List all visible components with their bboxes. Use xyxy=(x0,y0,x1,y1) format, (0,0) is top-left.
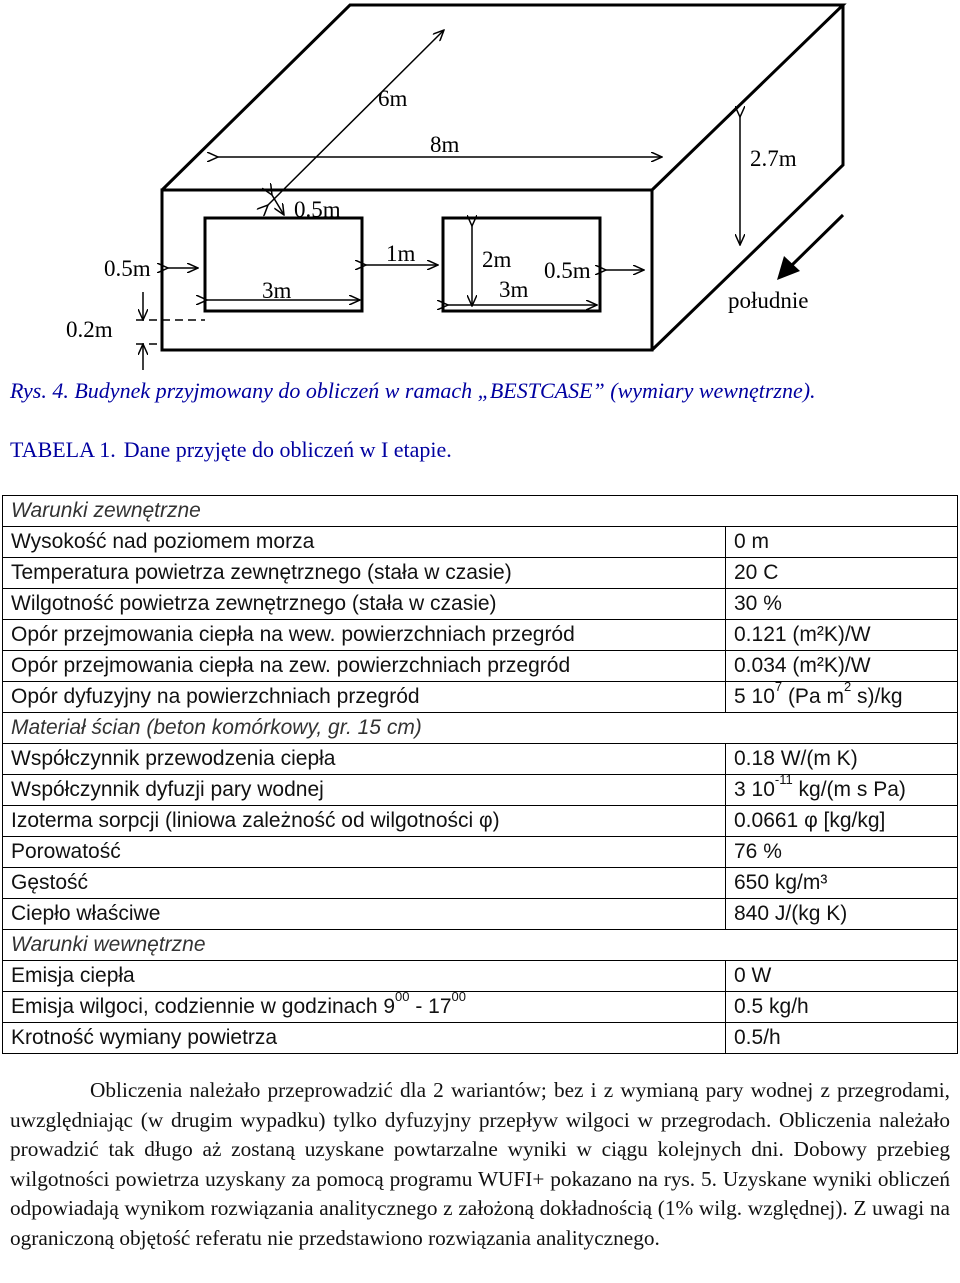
body-paragraph: Obliczenia należało przeprowadzić dla 2 wariantów; bez i z wymianą pary wodnej z przegrodami, uwzględniając (w drugim wypadku) tylko dyfuzyjny przepływ wilgoci w przegrodach. Obliczenia należało prowadzić tak długo aż zostaną uzyskane powtarzalne wyniki w ciągu kolejnych dni. Dobowy przebieg wilgotności powietrza uzyskany za pomocą programu WUFI+ pokazano na rys. 5. Uzyskane wyniki obliczeń odpowiadają wynikom rozwiązania analitycznego z założoną dokładnością (1% wilg. względnej). Z uwagi na ograniczoną objętość referatu nie przedstawiono rozwiązania analitycznego. xyxy=(10,1078,950,1250)
table-title-label: TABELA 1. xyxy=(10,437,116,462)
table-title-text: Dane przyjęte do obliczeń w I etapie. xyxy=(123,437,452,462)
section-row-internal xyxy=(3,930,958,961)
label-3m-right: 3m xyxy=(499,277,529,302)
building-top-face xyxy=(162,5,843,190)
section-row-external xyxy=(3,496,958,527)
table-row xyxy=(3,651,958,682)
row-value: 3 $10^{-11}$ kg/(m s Pa) xyxy=(726,775,958,806)
label-2m: 2m xyxy=(482,247,512,272)
table-row xyxy=(3,527,958,558)
figure-caption: Rys. 4. Budynek przyjmowany do obliczeń w ramach „BESTCASE” (wymiary wewnętrzne). xyxy=(10,378,816,403)
row-label: Opór przejmowania ciepła na zew. powierzchniach przegród xyxy=(3,651,726,682)
label-2-7m: 2.7m xyxy=(750,146,797,171)
label-6m: 6m xyxy=(378,86,408,111)
table-row xyxy=(3,620,958,651)
section-row-material xyxy=(3,713,958,744)
row-value: 0 m xyxy=(726,527,958,558)
label-0-5m-left: 0.5m xyxy=(104,256,151,281)
row-label: Krotność wymiany powietrza xyxy=(3,1023,726,1054)
row-value: 650 kg/m³ xyxy=(726,868,958,899)
table-row xyxy=(3,744,958,775)
row-label: Izoterma sorpcji (liniowa zależność od wilgotności φ) xyxy=(3,806,726,837)
row-value: 0.5/h xyxy=(726,1023,958,1054)
row-label: Temperatura powietrza zewnętrznego (stała w czasie) xyxy=(3,558,726,589)
row-label: Opór dyfuzyjny na powierzchniach przegród xyxy=(3,682,726,713)
row-value: 0 W xyxy=(726,961,958,992)
label-0-2m: 0.2m xyxy=(66,317,113,342)
table-row xyxy=(3,961,958,992)
dim-0-5m-top-line xyxy=(272,195,284,215)
section-material: Materiał ścian (beton komórkowy, gr. 15 cm) xyxy=(3,713,958,744)
data-table xyxy=(2,495,958,1054)
row-value: 840 J/(kg K) xyxy=(726,899,958,930)
row-value: 0.034 (m²K)/W xyxy=(726,651,958,682)
row-value: 20 C xyxy=(726,558,958,589)
row-label: Wilgotność powietrza zewnętrznego (stała w czasie) xyxy=(3,589,726,620)
row-value: 0.121 (m²K)/W xyxy=(726,620,958,651)
table-row xyxy=(3,682,958,713)
table-row xyxy=(3,775,958,806)
row-label: Ciepło właściwe xyxy=(3,899,726,930)
row-value: 0.0661 φ [kg/kg] xyxy=(726,806,958,837)
label-1m: 1m xyxy=(386,241,416,266)
dim-6m-line xyxy=(268,30,444,205)
row-value: 0.18 W/(m K) xyxy=(726,744,958,775)
table-row xyxy=(3,899,958,930)
south-arrow xyxy=(790,215,843,267)
label-south: południe xyxy=(728,288,809,313)
section-external: Warunki zewnętrzne xyxy=(3,496,958,527)
table-row xyxy=(3,992,958,1023)
row-value: 30 % xyxy=(726,589,958,620)
row-value: 0.5 kg/h xyxy=(726,992,958,1023)
building-diagram xyxy=(0,0,960,370)
table-row xyxy=(3,589,958,620)
table-row xyxy=(3,558,958,589)
table-row xyxy=(3,1023,958,1054)
row-value: 76 % xyxy=(726,837,958,868)
table-row xyxy=(3,837,958,868)
label-3m-left: 3m xyxy=(262,278,292,303)
section-internal: Warunki wewnętrzne xyxy=(3,930,958,961)
table-row xyxy=(3,868,958,899)
row-label: Emisja ciepła xyxy=(3,961,726,992)
row-label: Współczynnik przewodzenia ciepła xyxy=(3,744,726,775)
label-8m: 8m xyxy=(430,132,460,157)
row-label: Gęstość xyxy=(3,868,726,899)
row-label: Porowatość xyxy=(3,837,726,868)
row-label: Współczynnik dyfuzji pary wodnej xyxy=(3,775,726,806)
row-label: Opór przejmowania ciepła na wew. powierzchniach przegród xyxy=(3,620,726,651)
table-title xyxy=(10,437,452,463)
table-row xyxy=(3,806,958,837)
row-label: Emisja wilgoci, codziennie w godzinach $9^{00} - 17^{00}$ xyxy=(3,992,726,1023)
label-0-5m-right: 0.5m xyxy=(544,258,591,283)
row-label: Wysokość nad poziomem morza xyxy=(3,527,726,558)
row-value: 5 $10^7$ (Pa $m^2$ s)/kg xyxy=(726,682,958,713)
label-0-5m-top: 0.5m xyxy=(294,197,341,222)
